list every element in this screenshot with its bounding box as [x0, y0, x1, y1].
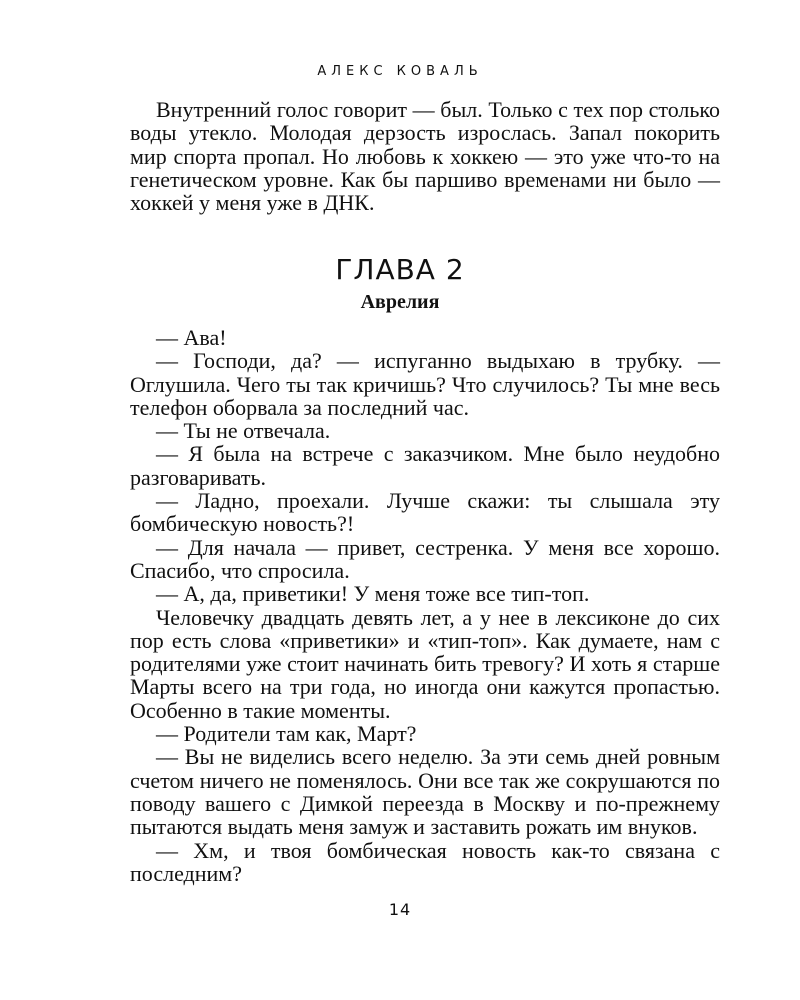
paragraph: Внутренний голос говорит — был. Только с тех пор столько воды утекло. Молодая дерзость изрослась. Запал покорить мир спорта пропал. Но любовь к хоккею — это уже что-то на генетическом уровне. Как бы паршиво временами ни было — хоккей у меня уже в ДНК. — [130, 97, 720, 216]
paragraph: Человечку двадцать девять лет, а у нее в лексиконе до сих пор есть слова «приветики» и «тип-топ». Как думаете, нам с родителями уже стоит начинать бить тревогу? И хоть я старше Марты всего на три года, но иногда они кажутся пропастью. Особенно в такие моменты. — [130, 604, 720, 723]
page-number: 14 — [388, 900, 412, 919]
chapter-title: ГЛАВА 2 — [335, 253, 465, 286]
running-head-author: АЛЕКС КОВАЛЬ — [317, 64, 483, 79]
paragraph: — Ава! — [156, 325, 227, 350]
chapter-subtitle: Аврелия — [360, 291, 440, 313]
paragraph: — Ты не отвечала. — [156, 418, 331, 444]
intro-text — [130, 98, 720, 214]
paragraph: — Для начала — привет, сестренка. У меня все хорошо. Спасибо, что спросила. — [130, 534, 720, 583]
paragraph: — Ладно, проехали. Лучше скажи: ты слышала эту бомбическую новость?! — [130, 488, 720, 537]
paragraph: — Вы не виделись всего неделю. За эти семь дней ровным счетом ничего не поменялось. Они все так же сокрушаются по поводу вашего с Димкой переезда в Москву и по-прежнему пытаются выдать меня замуж и заставить рожать им внуков. — [130, 744, 720, 840]
chapter-body — [130, 326, 720, 885]
paragraph: — Господи, да? — испуганно выдыхаю в трубку. — Оглушила. Чего ты так кричишь? Что случилось? Ты мне весь телефон оборвала за последний час. — [130, 348, 720, 420]
paragraph: — Родители там как, Март? — [156, 721, 417, 747]
paragraph: — Я была на встрече с заказчиком. Мне было неудобно разговаривать. — [130, 441, 720, 490]
paragraph: — А, да, приветики! У меня тоже все тип-топ. — [156, 581, 590, 607]
paragraph: — Хм, и твоя бомбическая новость как-то связана с последним? — [130, 837, 720, 886]
